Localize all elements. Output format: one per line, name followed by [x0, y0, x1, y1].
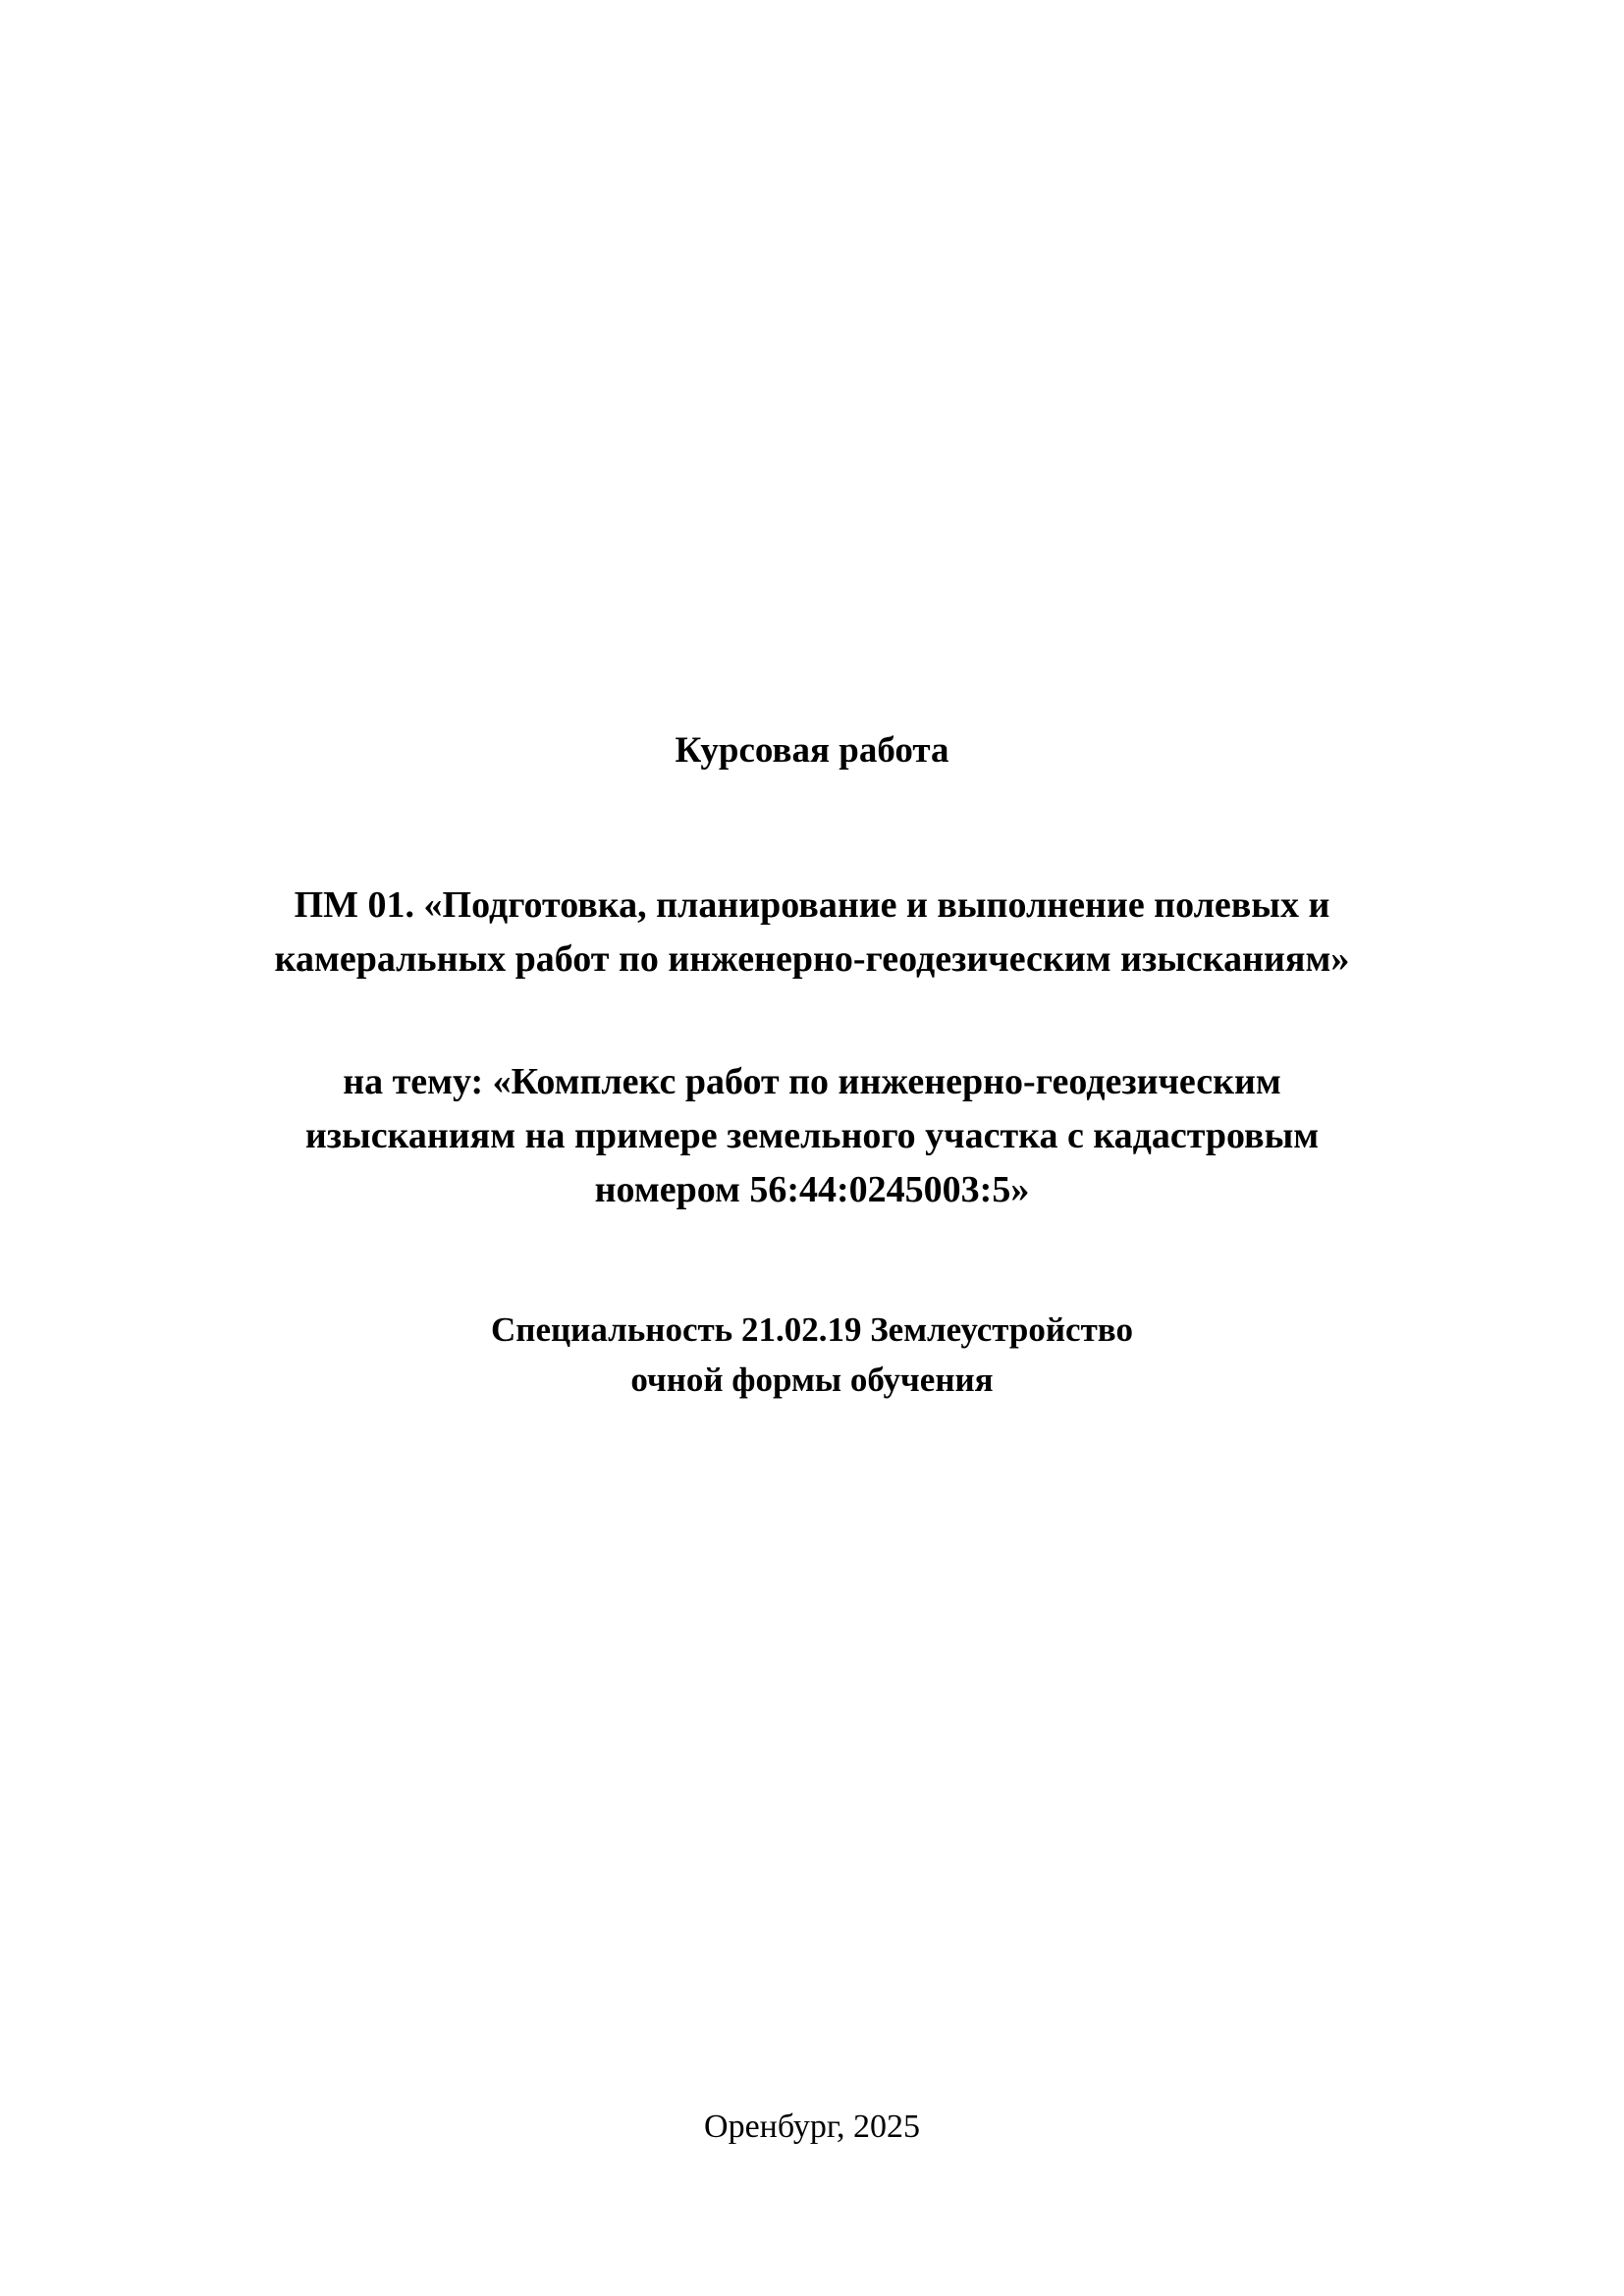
document-footer: [0, 2106, 1624, 2149]
specialty-line-1: Специальность 21.02.19 Землеустройство: [491, 1310, 1133, 1349]
theme-title-line-2: изысканиям на примере земельного участка с кадастровым: [304, 1115, 1320, 1157]
theme-title-line-3: номером 56:44:0245003:5»: [594, 1169, 1030, 1211]
module-title-block: [206, 879, 1418, 987]
city-year-text: Оренбург, 2025: [704, 2109, 920, 2145]
document-type-heading: [236, 726, 1388, 775]
specialty-line-2: очной формы обучения: [630, 1360, 994, 1399]
module-title-line-1: ПМ 01. «Подготовка, планирование и выполнение полевых и: [294, 884, 1330, 926]
theme-title-line-1: на тему: «Комплекс работ по инженерно-геодезическим: [343, 1061, 1281, 1102]
theme-title-block: [245, 1055, 1379, 1217]
module-title-line-2: камеральных работ по инженерно-геодезическим изысканиям»: [274, 938, 1350, 981]
document-type-text: Курсовая работа: [675, 730, 949, 771]
specialty-block: [245, 1306, 1379, 1406]
